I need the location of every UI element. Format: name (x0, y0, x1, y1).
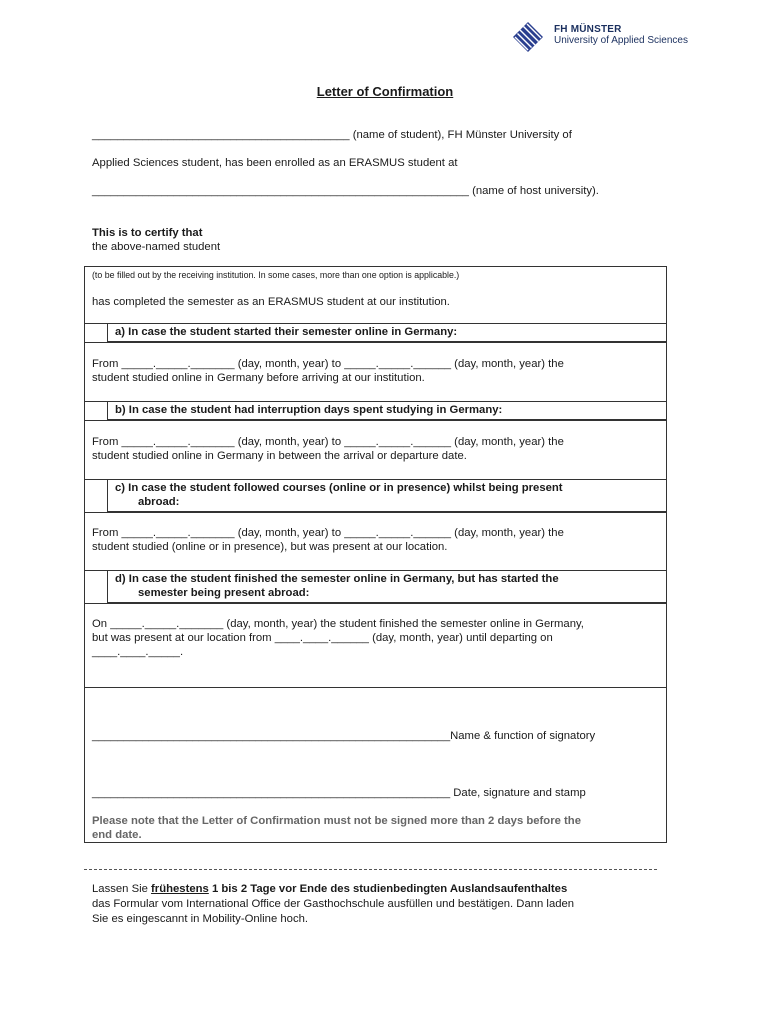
enrollment-line: Applied Sciences student, has been enrolled as an ERASMUS student at (92, 157, 458, 169)
german-bold-text: 1 bis 2 Tage vor Ende des studienbedingten Auslandsaufenthaltes (208, 883, 568, 895)
section-c-line1: From _____._____._______ (day, month, year) to _____._____.______ (day, month, year) the (92, 527, 564, 539)
section-b-line2: student studied online in Germany in between the arrival or departure date. (92, 450, 467, 462)
divider (84, 342, 667, 343)
host-university-line: ____________________________________________________________ (name of host university). (92, 185, 599, 197)
german-text: Lassen Sie (92, 883, 152, 895)
certify-heading: This is to certify that (92, 227, 203, 239)
section-c-heading: c) In case the student followed courses (online or in presence) whilst being present (115, 482, 563, 494)
student-name-line: _________________________________________ (name of student), FH Münster University of (92, 129, 572, 141)
section-d-line3: ____.____._____. (92, 646, 184, 658)
dashed-separator (84, 869, 657, 870)
german-emphasis: frühestens (151, 883, 209, 895)
divider (84, 603, 667, 604)
section-b-heading: b) In case the student had interruption days spent studying in Germany: (115, 404, 503, 416)
section-c-heading-cont: abroad: (138, 496, 180, 508)
section-d-line1: On _____._____._______ (day, month, year) the student finished the semester online in Germany, (92, 618, 584, 630)
section-a-line2: student studied online in Germany before arriving at our institution. (92, 372, 425, 384)
section-a-line1: From _____._____._______ (day, month, year) to _____._____.______ (day, month, year) the (92, 358, 564, 370)
certify-subject: the above-named student (92, 241, 221, 253)
section-d-heading: d) In case the student finished the semester online in Germany, but has started the (115, 573, 559, 585)
section-d-line2: but was present at our location from ____.____.______ (day, month, year) until departing on (92, 632, 553, 644)
section-a-heading: a) In case the student started their semester online in Germany: (115, 326, 458, 338)
logo-name: FH MÜNSTER (554, 24, 622, 35)
signing-note (92, 814, 581, 842)
signing-note-line2: end date. (92, 829, 142, 841)
section-b-line1: From _____._____._______ (day, month, year) to _____._____.______ (day, month, year) the (92, 436, 564, 448)
box-instruction: (to be filled out by the receiving institution. In some cases, more than one option is applicable.) (92, 270, 460, 280)
logo-subtitle: University of Applied Sciences (554, 35, 688, 46)
german-instruction-line2: das Formular vom International Office der Gasthochschule ausfüllen und bestätigen. Dann laden (92, 898, 575, 910)
divider (84, 512, 667, 513)
date-signature-line: _________________________________________________________ Date, signature and stamp (92, 787, 586, 799)
fh-muenster-logo-icon (513, 22, 543, 52)
completed-line: has completed the semester as an ERASMUS student at our institution. (92, 296, 450, 308)
german-instruction-line3: Sie es eingescannt in Mobility-Online hoch. (92, 913, 309, 925)
signatory-line: _________________________________________________________Name & function of signatory (92, 730, 596, 742)
confirmation-box (84, 266, 667, 843)
section-d-heading-cont: semester being present abroad: (138, 587, 310, 599)
german-instruction-line1 (92, 882, 567, 897)
signing-note-line1: Please note that the Letter of Confirmation must not be signed more than 2 days before the (92, 815, 581, 827)
section-c-line2: student studied (online or in presence), but was present at our location. (92, 541, 448, 553)
divider (84, 687, 667, 688)
divider (84, 420, 667, 421)
page-title: Letter of Confirmation (316, 84, 454, 99)
